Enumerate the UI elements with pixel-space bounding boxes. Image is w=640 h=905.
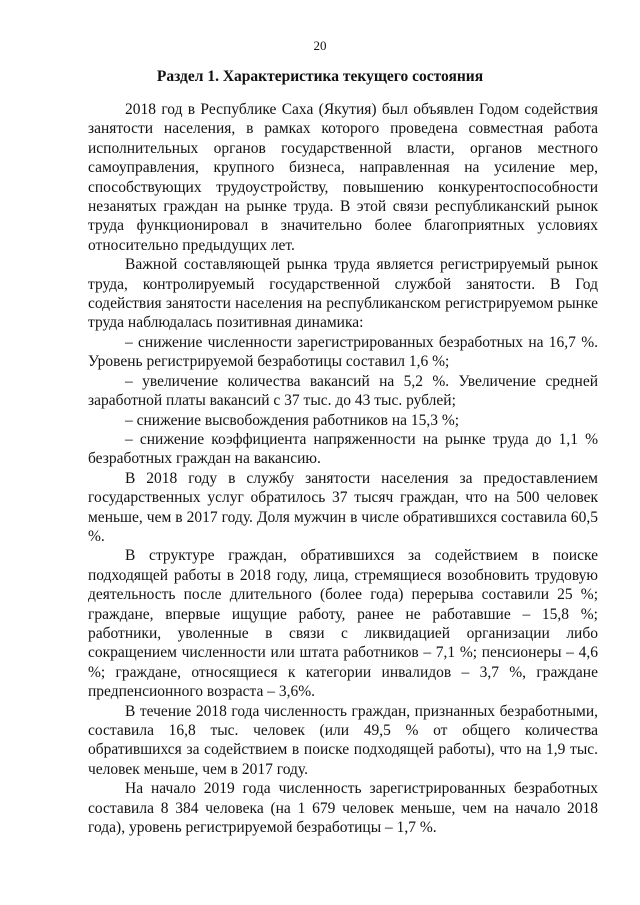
paragraph-recognized-unemployed: В течение 2018 года численность граждан, признанных безработными, составила 16,8 тыс. человек (или 49,5 % от общего количества обратившихся за содействием в поиске подходящей работы), что на 1,9 тыс. человек меньше, чем в 2017 году. — [88, 702, 598, 778]
list-item-tension: – снижение коэффициента напряженности на рынке труда до 1,1 % безработных граждан на вакансию. — [88, 430, 598, 468]
paragraph-intro: 2018 год в Республике Саха (Якутия) был объявлен Годом содействия занятости населения, в рамках которого проведена совместная работа исполнительных органов государственной власти, органов местного самоуправления, крупного бизнеса, направленная на усиление мер, способствующих трудоустройству, повышению конкурентоспособности незанятых граждан на рынке труда. В этой связи республиканский рынок труда функционировал в значительно более благоприятных условиях относительно предыдущих лет. — [88, 101, 598, 254]
paragraph-structure: В структуре граждан, обратившихся за содействием в поиске подходящей работы в 2018 году, лица, стремящиеся возобновить трудовую деятельность после длительного (более года) перерыва составили 25 %; граждане, впервые ищущие работу, ранее не работавшие – 15,8 %; работники, уволенные в связи с ликвидацией организации либо сокращением численности или штата работников – 7,1 %; пенсионеры – 4,6 %; граждане, относящиеся к категории инвалидов – 3,7 %, граждане предпенсионного возраста – 3,6%. — [88, 547, 598, 701]
body-text — [88, 100, 598, 837]
list-item-vacancies: – увеличение количества вакансий на 5,2 %. Увеличение средней заработной платы вакансий с 37 тыс. до 43 тыс. рублей; — [88, 372, 598, 410]
list-item-unemployed: – снижение численности зарегистрированных безработных на 16,7 %. Уровень регистрируемой безработицы составил 1,6 %; — [88, 333, 598, 371]
paragraph-2019: На начало 2019 года численность зарегистрированных безработных составила 8 384 человека (на 1 679 человек меньше, чем на начало 2018 года), уровень регистрируемой безработицы – 1,7 %. — [88, 780, 598, 837]
section-heading: Раздел 1. Характеристика текущего состояния — [156, 68, 484, 85]
page-number: 20 — [313, 38, 327, 53]
paragraph-labor-market: Важной составляющей рынка труда является регистрируемый рынок труда, контролируемый государственной службой занятости. В Год содействия занятости населения на республиканском регистрируемом рынке труда наблюдалась позитивная динамика: — [88, 256, 598, 332]
paragraph-applications: В 2018 году в службу занятости населения за предоставлением государственных услуг обратилось 37 тысяч граждан, что на 500 человек меньше, чем в 2017 году. Доля мужчин в числе обратившихся составила 60,5 %. — [88, 469, 598, 545]
list-item-layoffs: – снижение высвобождения работников на 15,3 %; — [125, 411, 460, 429]
